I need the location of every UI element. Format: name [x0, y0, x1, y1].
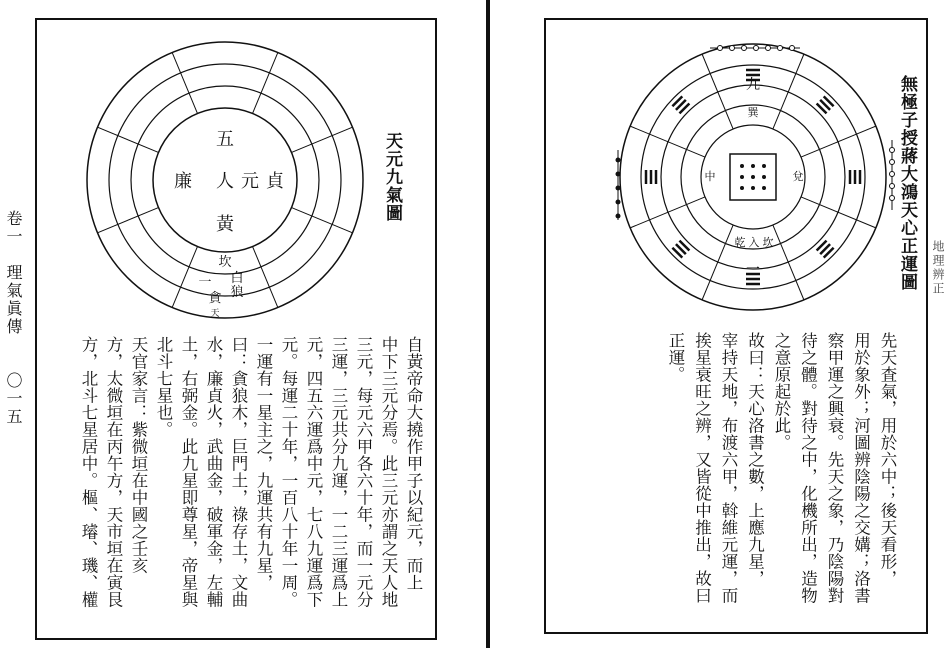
- text-column: 自黃帝命大撓作甲子以紀元，而上: [404, 336, 423, 591]
- next-page-edge-text: 地理辨正: [931, 240, 945, 296]
- svg-text:入: 入: [748, 236, 760, 249]
- svg-text:白: 白: [230, 271, 244, 286]
- text-column: 方，北斗七星居中。樞、璿、璣、權: [79, 336, 98, 608]
- page-number: 〇一五: [4, 372, 23, 426]
- center-char-bottom: 黃: [216, 214, 234, 235]
- svg-text:坎: 坎: [218, 255, 232, 270]
- text-column: 三元，每元六甲各六十年，而一元分: [354, 336, 373, 608]
- text-column: 天官家言：紫微垣在中國之壬亥: [129, 336, 148, 574]
- center-char-top: 五: [216, 129, 234, 150]
- text-column: 待之體。對待之中，化機所出，造物: [798, 332, 818, 604]
- svg-text:巽: 巽: [747, 106, 759, 119]
- svg-text:天: 天: [210, 309, 220, 319]
- text-column: 土，右弼金。此九星即尊星，帝星與: [179, 336, 198, 608]
- svg-text:一: 一: [746, 262, 760, 278]
- text-column: 挨星衰旺之辨，又皆從中推出，故曰: [692, 332, 712, 604]
- svg-text:狼: 狼: [230, 285, 244, 300]
- hetu-dot-marks: [610, 40, 900, 320]
- svg-text:兌: 兌: [792, 170, 804, 183]
- text-column: 水，廉貞火，武曲金，破軍金，左輔: [204, 336, 223, 608]
- margin-chapter-label: 卷一 理氣眞傳: [4, 210, 23, 336]
- text-column: 用於象外；河圖辨陰陽之交媾；洛書: [851, 332, 871, 604]
- text-column: 三運，三元共分九運，一二三運爲上: [329, 336, 348, 608]
- figure-title: 無極子授蔣大鴻天心正運圖: [897, 75, 917, 291]
- text-column: 故曰：天心洛書之數，上應九星，: [745, 332, 765, 587]
- text-column: 曰：貪狼木，巨門土，祿存土，文曲: [229, 336, 248, 608]
- text-column: 先天査氣，用於六中；後天看形，: [878, 332, 897, 587]
- text-column: 正運。: [666, 332, 685, 383]
- right-page: [490, 0, 948, 648]
- svg-text:一: 一: [198, 275, 212, 290]
- text-column: 一運有一星主之，九運共有九星，: [254, 336, 273, 591]
- text-column: 元。每運二十年，一百八十年一周。: [279, 336, 298, 608]
- svg-text:乾: 乾: [734, 236, 746, 249]
- center-char-left: 廉: [174, 171, 192, 192]
- center-char-midright: 元: [241, 171, 259, 192]
- svg-text:九: 九: [746, 77, 760, 93]
- center-char-mid: 人: [216, 171, 234, 192]
- center-characters: [174, 129, 285, 235]
- tianyuan-nine-qi-diagram: [85, 40, 365, 320]
- text-column: 之意原起於此。: [772, 332, 791, 451]
- text-column: 宰持天地，布渡六甲，斡維元運，而: [719, 332, 738, 604]
- text-column: 方，太微垣在丙午方，天市垣在寅艮: [104, 336, 123, 608]
- lower-ring-characters: [198, 255, 243, 319]
- svg-text:貪: 貪: [208, 291, 222, 306]
- text-column: 中下三元分焉。此三元亦謂之天人地: [379, 336, 398, 608]
- text-column: 元，四五六運爲中元，七八九運爲下: [304, 336, 323, 608]
- text-column: 察甲運之興衰。先天之象，乃陰陽對: [825, 332, 844, 604]
- figure-title: 天元九氣圖: [382, 132, 402, 222]
- svg-text:中: 中: [704, 170, 716, 183]
- center-char-right: 貞: [266, 171, 284, 192]
- svg-text:坎: 坎: [762, 236, 774, 249]
- text-column: 北斗七星也。: [154, 336, 173, 438]
